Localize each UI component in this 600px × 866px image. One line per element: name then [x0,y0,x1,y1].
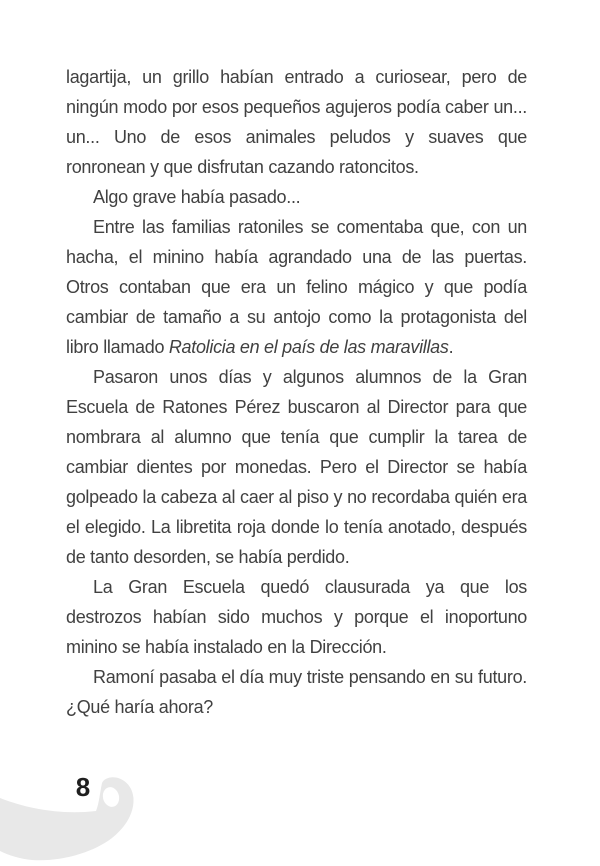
paragraph: La Gran Escuela quedó clausurada ya que los destrozos habían sido muchos y porque el inoportuno minino se había instalado en la Dirección. [66,577,527,657]
story-text [66,62,527,722]
page-number: 8 [75,772,91,802]
paragraph-continuation: lagartija, un grillo habían entrado a curiosear, pero de ningún modo por esos pequeños agujeros podía caber un... un... Uno de esos animales peludos y suaves que ronronean y que disfrutan cazando ratoncitos. [66,67,527,177]
paragraph: Pasaron unos días y algunos alumnos de la Gran Escuela de Ratones Pérez buscaron al Director para que nombrara al alumno que tenía que cumplir la tarea de cambiar dientes por monedas. Pero el Director se había golpeado la cabeza al caer al piso y no recordaba quién era el elegido. La libretita roja donde lo tenía anotado, después de tanto desorden, se había perdido. [66,367,527,567]
paragraph [66,212,527,362]
paragraph-text: . [448,337,454,357]
book-title-italic: Ratolicia en el país de las maravillas [168,337,449,357]
paragraph: Algo grave había pasado... [93,187,301,207]
page-footer [0,766,600,866]
paragraph-text: Entre las familias ratoniles se comentaba que, con un hacha, el minino había agrandado una de las puertas. Otros contaban que era un felino mágico y que podía cambiar de tamaño a su antojo como la protagonista del libro llamado [66,217,527,357]
paragraph: Ramoní pasaba el día muy triste pensando en su futuro. ¿Qué haría ahora? [66,667,527,717]
